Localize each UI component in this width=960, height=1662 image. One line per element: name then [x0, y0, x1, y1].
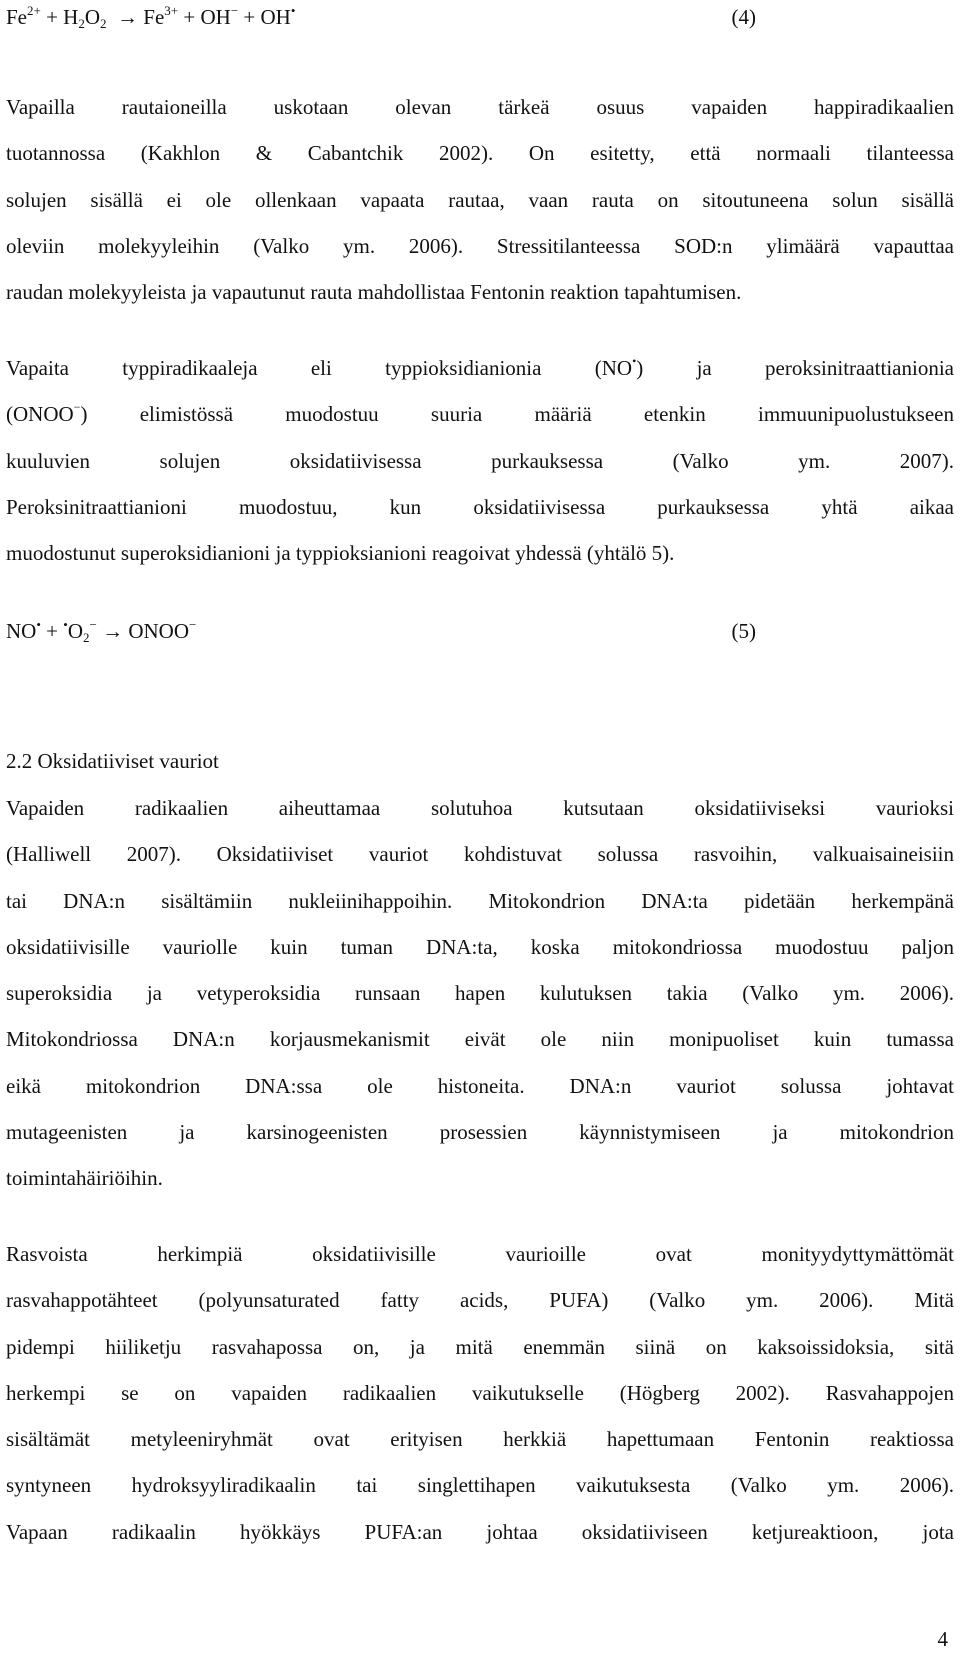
paragraph-line: tuotannossa (Kakhlon & Cabantchik 2002). On esitetty, että normaali tilanteessa [6, 141, 954, 166]
page-number: 4 [937, 1627, 948, 1651]
paragraph-line: toimintahäiriöihin. [6, 1166, 163, 1191]
paragraph-line: Vapailla rautaioneilla uskotaan olevan tärkeä osuus vapaiden happiradikaalien [6, 95, 954, 119]
text-segment: (ONOO [6, 402, 74, 427]
paragraph-line: Rasvoista herkimpiä oksidatiivisille vaurioille ovat monityydyttymättömät [6, 1242, 954, 1266]
paragraph-line: pidempi hiiliketju rasvahapossa on, ja mitä enemmän siinä on kaksoissidoksia, sitä [6, 1334, 954, 1359]
paragraph-line: syntyneen hydroksyyliradikaalin tai singlettihapen vaikutuksesta (Valko ym. 2006). [6, 1473, 954, 1498]
paragraph-4 [6, 1231, 954, 1555]
paragraph-line: Vapaan radikaalin hyökkäys PUFA:an johtaa oksidatiiviseen ketjureaktioon, jota [6, 1519, 954, 1544]
paragraph-line: superoksidia ja vetyperoksidia runsaan hapen kulutuksen takia (Valko ym. 2006). [6, 981, 954, 1006]
paragraph-line: herkempi se on vapaiden radikaalien vaikutukselle (Högberg 2002). Rasvahappojen [6, 1380, 954, 1405]
paragraph-line: oleviin molekyyleihin (Valko ym. 2006). Stressitilanteessa SOD:n ylimäärä vapauttaa [6, 233, 954, 258]
paragraph-line: eikä mitokondrion DNA:ssa ole histoneita. DNA:n vauriot solussa johtavat [6, 1073, 954, 1098]
equation-5 [6, 616, 756, 646]
paragraph-line: sisältämät metyleeniryhmät ovat erityisen herkkiä hapettumaan Fentonin reaktiossa [6, 1427, 954, 1452]
paragraph-line: mutageenisten ja karsinogeenisten prosessien käynnistymiseen ja mitokondrion [6, 1120, 954, 1145]
paragraph-line [6, 391, 954, 437]
text-segment: ) elimistössä muodostuu suuria määriä etenkin immuunipuolustukseen [80, 402, 954, 427]
equation-5-formula: $NO^• + ^•O_2^-$ → ONOO− [6, 617, 197, 645]
paragraph-line: rasvahappotähteet (polyunsaturated fatty acids, PUFA) (Valko ym. 2006). Mitä [6, 1288, 954, 1313]
equation-4-number: (4) [731, 5, 756, 29]
paragraph-line: Vapaiden radikaalien aiheuttamaa solutuhoa kutsutaan oksidatiiviseksi vaurioksi [6, 796, 954, 820]
paragraph-line: kuuluvien solujen oksidatiivisessa purkauksessa (Valko ym. 2007). [6, 448, 954, 473]
text-segment: Vapaita typpiradikaaleja eli typpioksidianionia (NO [6, 356, 633, 380]
equation-4 [6, 2, 756, 32]
text-segment: ) ja peroksinitraattianionia [636, 356, 954, 380]
paragraph-line [6, 345, 954, 391]
radical-dot: • [632, 354, 637, 368]
paragraph-line: raudan molekyyleista ja vapautunut rauta mahdollistaa Fentonin reaktion tapahtumisen. [6, 280, 742, 305]
paragraph-line: oksidatiivisille vauriolle kuin tuman DNA:ta, koska mitokondriossa muodostuu paljon [6, 934, 954, 959]
paragraph-line: muodostunut superoksidianioni ja typpioksianioni reagoivat yhdessä (yhtälö 5). [6, 541, 675, 566]
section-heading: 2.2 Oksidatiiviset vauriot [6, 749, 219, 773]
paragraph-3 [6, 785, 954, 1202]
paragraph-line: solujen sisällä ei ole ollenkaan vapaata rautaa, vaan rauta on sitoutuneena solun sisällä [6, 187, 954, 212]
paragraph-line: tai DNA:n sisältämiin nukleiinihappoihin. Mitokondrion DNA:ta pidetään herkempänä [6, 888, 954, 913]
paragraph-2 [6, 345, 954, 576]
anion-minus: − [73, 400, 81, 415]
paragraph-line: Peroksinitraattianioni muodostuu, kun oksidatiivisessa purkauksessa yhtä aikaa [6, 494, 954, 519]
paragraph-line: (Halliwell 2007). Oksidatiiviset vauriot kohdistuvat solussa rasvoihin, valkuaisaineisiin [6, 842, 954, 867]
paragraph-line: Mitokondriossa DNA:n korjausmekanismit eivät ole niin monipuoliset kuin tumassa [6, 1027, 954, 1052]
equation-4-formula: $Fe^{2+} + H_2O_2 \to Fe^{3+} + OH^- + OH^•$ [6, 3, 296, 31]
paragraph-1 [6, 84, 954, 315]
equation-5-number: (5) [731, 619, 756, 643]
